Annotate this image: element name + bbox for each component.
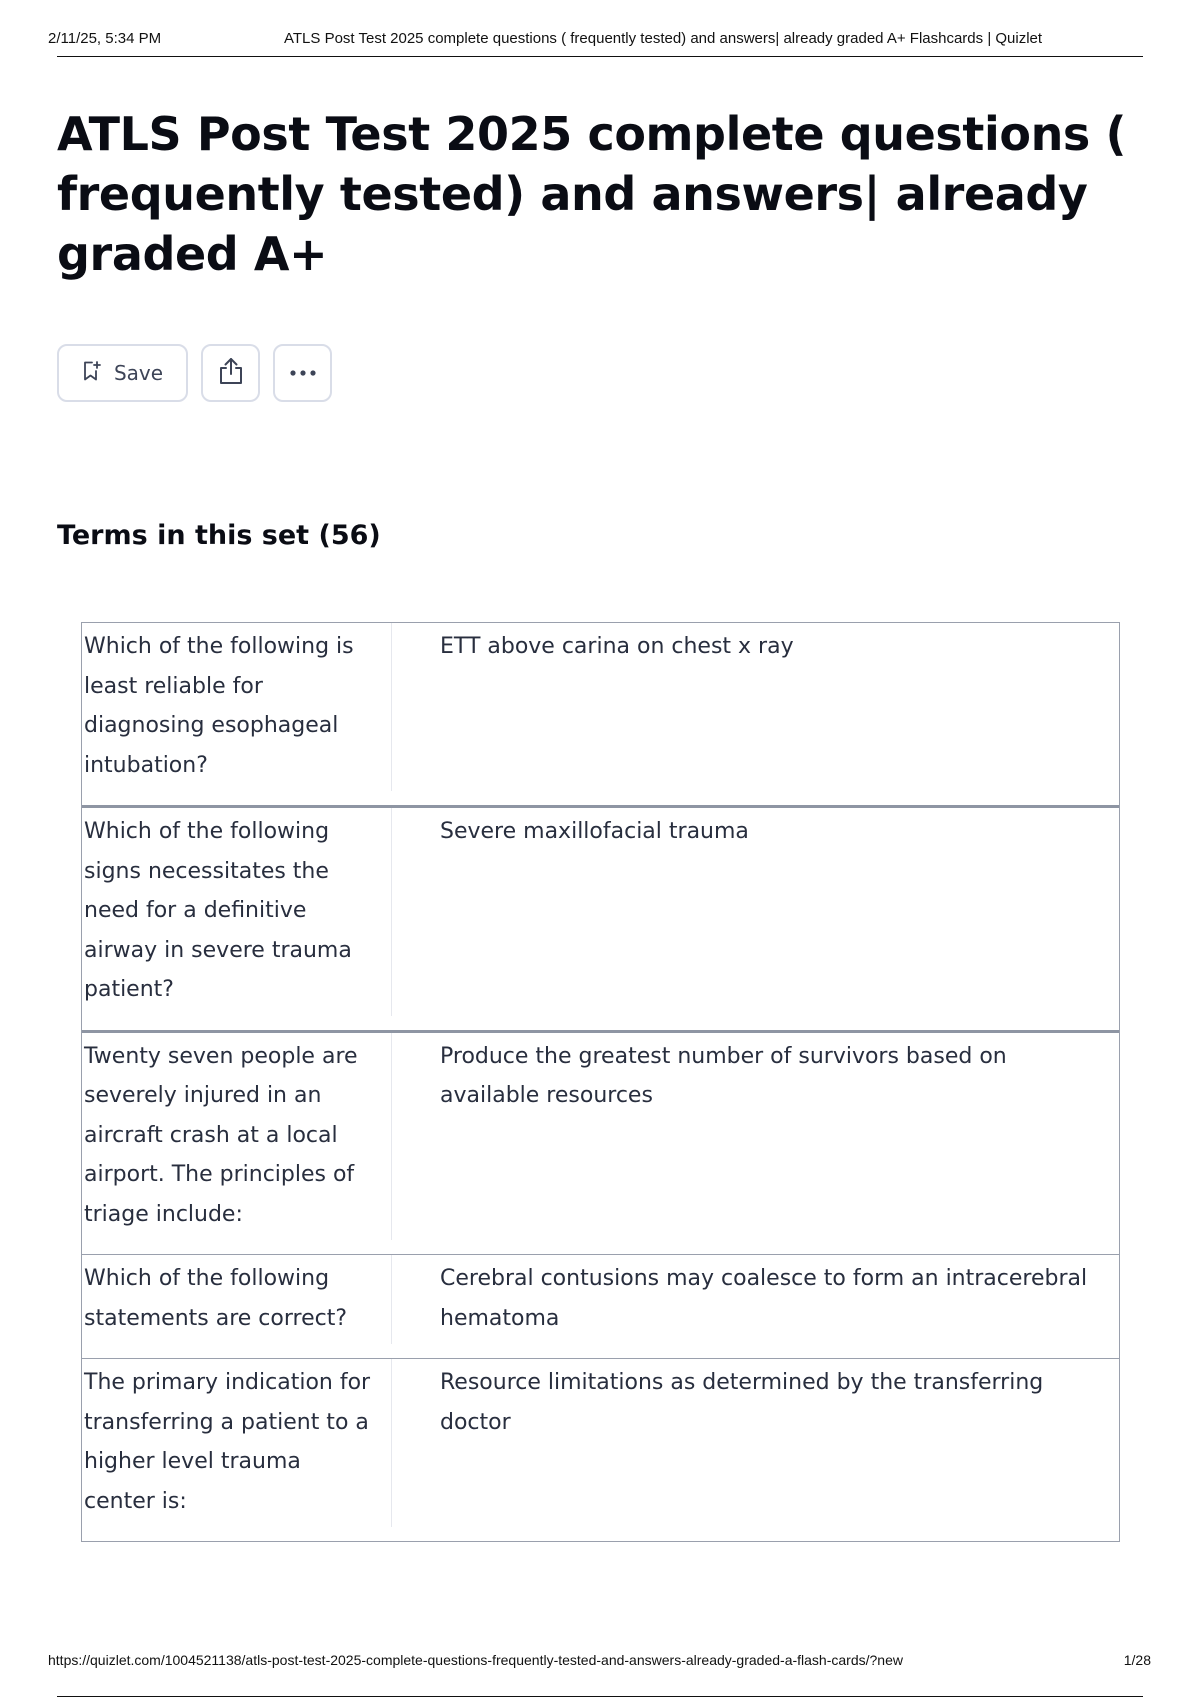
term-question: Which of the following signs necessitates the need for a definitive airway in severe trauma patient? bbox=[82, 808, 392, 1016]
terms-heading: Terms in this set (56) bbox=[57, 520, 381, 551]
term-row[interactable] bbox=[82, 1030, 1119, 1255]
print-doc-title: ATLS Post Test 2025 complete questions ( frequently tested) and answers| already graded A+ Flashcards | Quizlet bbox=[284, 30, 1043, 47]
share-icon bbox=[217, 356, 245, 391]
print-url: https://quizlet.com/1004521138/atls-post-test-2025-complete-questions-frequently-tested-and-answers-already-graded-a-flash-cards/?new bbox=[48, 1652, 903, 1668]
term-question: Which of the following statements are correct? bbox=[82, 1255, 392, 1344]
term-row[interactable] bbox=[82, 623, 1119, 805]
print-date: 2/11/25, 5:34 PM bbox=[48, 30, 162, 47]
term-row[interactable] bbox=[82, 1254, 1119, 1358]
term-answer: Produce the greatest number of survivors based on available resources bbox=[440, 1043, 1007, 1108]
term-question: The primary indication for transferring a patient to a higher level trauma center is: bbox=[82, 1359, 392, 1527]
term-question: Which of the following is least reliable for diagnosing esophageal intubation? bbox=[82, 623, 392, 791]
more-options-button[interactable] bbox=[273, 344, 332, 402]
term-row[interactable] bbox=[82, 805, 1119, 1030]
term-question: Twenty seven people are severely injured in an aircraft crash at a local airport. The principles of triage include: bbox=[82, 1033, 392, 1241]
term-answer: ETT above carina on chest x ray bbox=[440, 634, 794, 659]
footer-divider bbox=[57, 1696, 1143, 1697]
page-number: 1/28 bbox=[1123, 1652, 1151, 1668]
header-divider bbox=[57, 56, 1143, 57]
share-button[interactable] bbox=[201, 344, 260, 402]
save-label: Save bbox=[113, 361, 164, 385]
page-title: ATLS Post Test 2025 complete questions ( frequently tested) and answers| already graded A+ bbox=[57, 107, 1127, 281]
term-answer: Severe maxillofacial trauma bbox=[440, 819, 749, 844]
bookmark-add-icon bbox=[82, 360, 102, 387]
term-answer: Cerebral contusions may coalesce to form an intracerebral hematoma bbox=[440, 1266, 1088, 1331]
save-button[interactable] bbox=[57, 344, 188, 402]
term-answer: Resource limitations as determined by the transferring doctor bbox=[440, 1370, 1044, 1435]
terms-table bbox=[81, 622, 1120, 1542]
set-actions bbox=[57, 344, 332, 402]
more-options-icon bbox=[289, 364, 317, 382]
term-row[interactable] bbox=[82, 1358, 1119, 1541]
